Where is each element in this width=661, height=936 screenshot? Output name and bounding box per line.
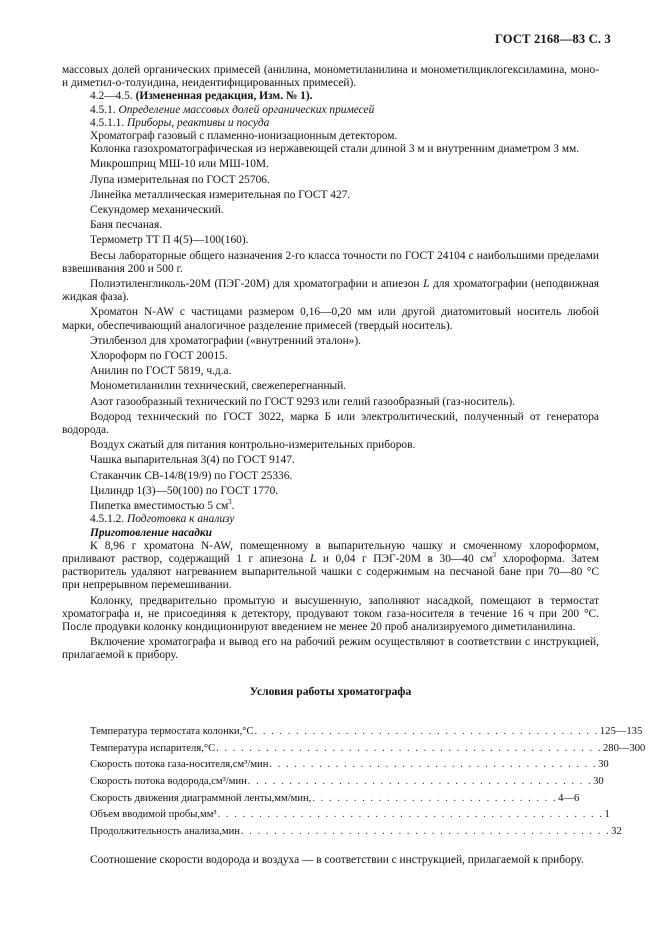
text-run: Полиэтиленгликоль-20М (ПЭГ-20М) для хроматографии и апиезон	[90, 278, 424, 291]
text-run: Пипетка вместимостью 5 см	[90, 500, 229, 513]
dot-leader: . . . . . . . . . . . . . . . . . . . . . . . . . . . . . . . . . . . . . . . . . . . . . . .	[216, 742, 602, 754]
paragraph: Микрошприц МШ-10 или МШ-10М.	[90, 158, 269, 171]
parameter-row	[90, 738, 646, 755]
paragraph: Цилиндр 1(3)—50(100) по ГОСТ 1770.	[90, 484, 279, 497]
paragraph: Колонку, предварительно промытую и высушенную, заполняют насадкой, помещают в термостат хроматографа и, не присоединяя к детектору, продувают током газа-носителя в течение 16 ч при 200 °С. После продувки колонку кондиционируют введением не менее 20 проб анализируемого диметиланилина.	[62, 594, 599, 633]
clause-title: Подготовка к анализу	[127, 513, 235, 526]
parameter-label: Скорость потока водорода,см³/мин	[90, 775, 247, 787]
text-run: для хроматографии (неподвижная жидкая фаза).	[62, 278, 599, 304]
paragraph: Анилин по ГОСТ 5819, ч.д.а.	[90, 365, 232, 378]
paragraph: Воздух сжатый для питания контрольно-измерительных приборов.	[90, 439, 416, 452]
superscript: 3	[228, 498, 232, 507]
amendment-text: (Измененная редакция, Изм. № 1).	[135, 90, 313, 103]
paragraph	[62, 540, 599, 593]
paragraph	[62, 278, 599, 304]
parameter-value: 30	[593, 775, 604, 787]
clause-number: 4.5.1.1.	[90, 116, 125, 129]
paragraph: Монометиланилин технический, свежеперегнанный.	[90, 380, 347, 393]
text-run: L	[309, 552, 317, 565]
paragraph: массовых долей органических примесей (анилина, монометиланилина и монометилциклогексиламина, моно- и диметил-о-толуидина, неидентифицированных примесей).	[62, 64, 599, 90]
clause-number: 4.5.1.	[90, 103, 116, 116]
paragraph: Весы лабораторные общего назначения 2-го класса точности по ГОСТ 24104 с наибольшими пределами взвешивания 200 и 500 г.	[62, 249, 599, 275]
paragraph	[62, 500, 599, 513]
subheading: Приготовление насадки	[90, 526, 212, 539]
text-run: К 8,96 г хроматона N-AW, помещенному в выпарительную чашку и смоченному хлороформом, приливают раствор, содержащий 1 г апиезона	[62, 539, 599, 565]
paragraph: Колонка газохроматографическая из нержавеющей стали длиной 3 м и внутренним диаметром 3 мм.	[90, 143, 580, 156]
clause-number: 4.5.1.2.	[90, 513, 125, 526]
parameter-value: 30	[598, 759, 609, 771]
text-run: .	[231, 500, 235, 513]
text-run: и 0,04 г ПЭГ-20М в 30—40 см	[316, 552, 493, 565]
paragraph: Водород технический по ГОСТ 3022, марка Б или электролитический, полученный от генератора водорода.	[62, 410, 599, 437]
dot-leader: . . . . . . . . . . . . . . . . . . . . . . . . . . . . . . . . . . . . . . . . . .	[254, 726, 599, 738]
text-run: хлороформа. Затем растворитель удаляют нагреванием выпарительной чашки с содержимым на песчаной бане при 70—80 °С при непрерывном перемешивании.	[62, 552, 599, 592]
parameter-value: 1	[604, 809, 610, 821]
text-run: L	[423, 278, 430, 291]
dot-leader: . . . . . . . . . . . . . . . . . . . . . . . . . . . . . . . . . . . . . . . . . . . . . . .	[217, 809, 604, 821]
clause-heading	[62, 104, 599, 117]
paragraph: Лупа измерительная по ГОСТ 25706.	[90, 173, 270, 186]
document-body	[62, 64, 646, 867]
parameter-row	[90, 722, 643, 739]
paragraph: Хлороформ по ГОСТ 20015.	[90, 350, 228, 363]
paragraph: Азот газообразный технический по ГОСТ 9293 или гелий газообразный (газ-носитель).	[90, 395, 516, 408]
amendment-note	[62, 90, 599, 103]
paragraph: Чашка выпарительная 3(4) по ГОСТ 9147.	[90, 454, 295, 467]
paragraph: Хроматон N-AW с частицами размером 0,16—0,20 мм или другой диатомитовый носитель любой марки, обеспечивающий аналогичное разделение примесей (твердый носитель).	[62, 306, 599, 332]
paragraph: Термометр ТТ П 4(5)—100(160).	[90, 234, 249, 247]
parameters-list	[90, 722, 646, 838]
page-header: ГОСТ 2168—83 С. 3	[494, 32, 611, 46]
parameter-label: Температура термостата колонки,°С	[90, 726, 254, 738]
paragraph: Этилбензол для хроматографии («внутренний эталон»).	[90, 334, 362, 347]
parameter-value: 4—6	[558, 792, 580, 804]
paragraph: Линейка металлическая измерительная по ГОСТ 427.	[90, 188, 351, 201]
paragraph: Стаканчик СВ-14/8(19/9) по ГОСТ 25336.	[90, 469, 293, 482]
parameter-row	[90, 821, 622, 838]
paragraph: Соотношение скорости водорода и воздуха — в соответствии с инструкцией, прилагаемой к прибору.	[90, 853, 584, 866]
paragraph: Хроматограф газовый с пламенно-ионизационным детектором.	[90, 130, 398, 143]
parameter-label: Объем вводимой пробы,мм³	[90, 809, 217, 821]
dot-leader: . . . . . . . . . . . . . . . . . . . . . . . . . . . . . .	[312, 792, 558, 804]
dot-leader: . . . . . . . . . . . . . . . . . . . . . . . . . . . . . . . . . . . . . . . . . .	[247, 775, 593, 787]
dot-leader: . . . . . . . . . . . . . . . . . . . . . . . . . . . . . . . . . . . . . . . .	[269, 759, 598, 771]
clause-title: Определение массовых долей органических примесей	[118, 103, 375, 116]
parameter-label: Температура испарителя,°С	[90, 742, 216, 754]
paragraph: Включение хроматографа и вывод его на рабочий режим осуществляют в соответствии с инструкцией, прилагаемой к прибору.	[62, 636, 599, 662]
parameter-label: Скорость потока газа-носителя,см³/мин	[90, 759, 269, 771]
clause-heading	[62, 117, 599, 130]
parameter-row	[90, 755, 609, 772]
clause-heading	[62, 513, 599, 526]
parameter-label: Продолжительность анализа,мин	[90, 825, 240, 837]
dot-leader: . . . . . . . . . . . . . . . . . . . . . . . . . . . . . . . . . . . . . . . . . . . . .	[240, 825, 611, 837]
parameter-row	[90, 788, 580, 805]
parameter-label: Скорость движения диаграммной ленты,мм/мин,	[90, 792, 312, 804]
clause-number: 4.2—4.5.	[90, 90, 133, 103]
parameter-row	[90, 772, 604, 789]
superscript: 3	[492, 551, 497, 560]
clause-title: Приборы, реактивы и посуда	[127, 116, 270, 129]
parameter-value: 32	[611, 825, 622, 837]
section-title: Условия работы хроматографа	[249, 684, 412, 698]
parameter-row	[90, 805, 610, 822]
paragraph: Баня песчаная.	[90, 219, 163, 232]
parameter-value: 280—300	[602, 742, 646, 754]
paragraph: Секундомер механический.	[90, 204, 224, 217]
parameter-value: 125—135	[599, 726, 643, 738]
